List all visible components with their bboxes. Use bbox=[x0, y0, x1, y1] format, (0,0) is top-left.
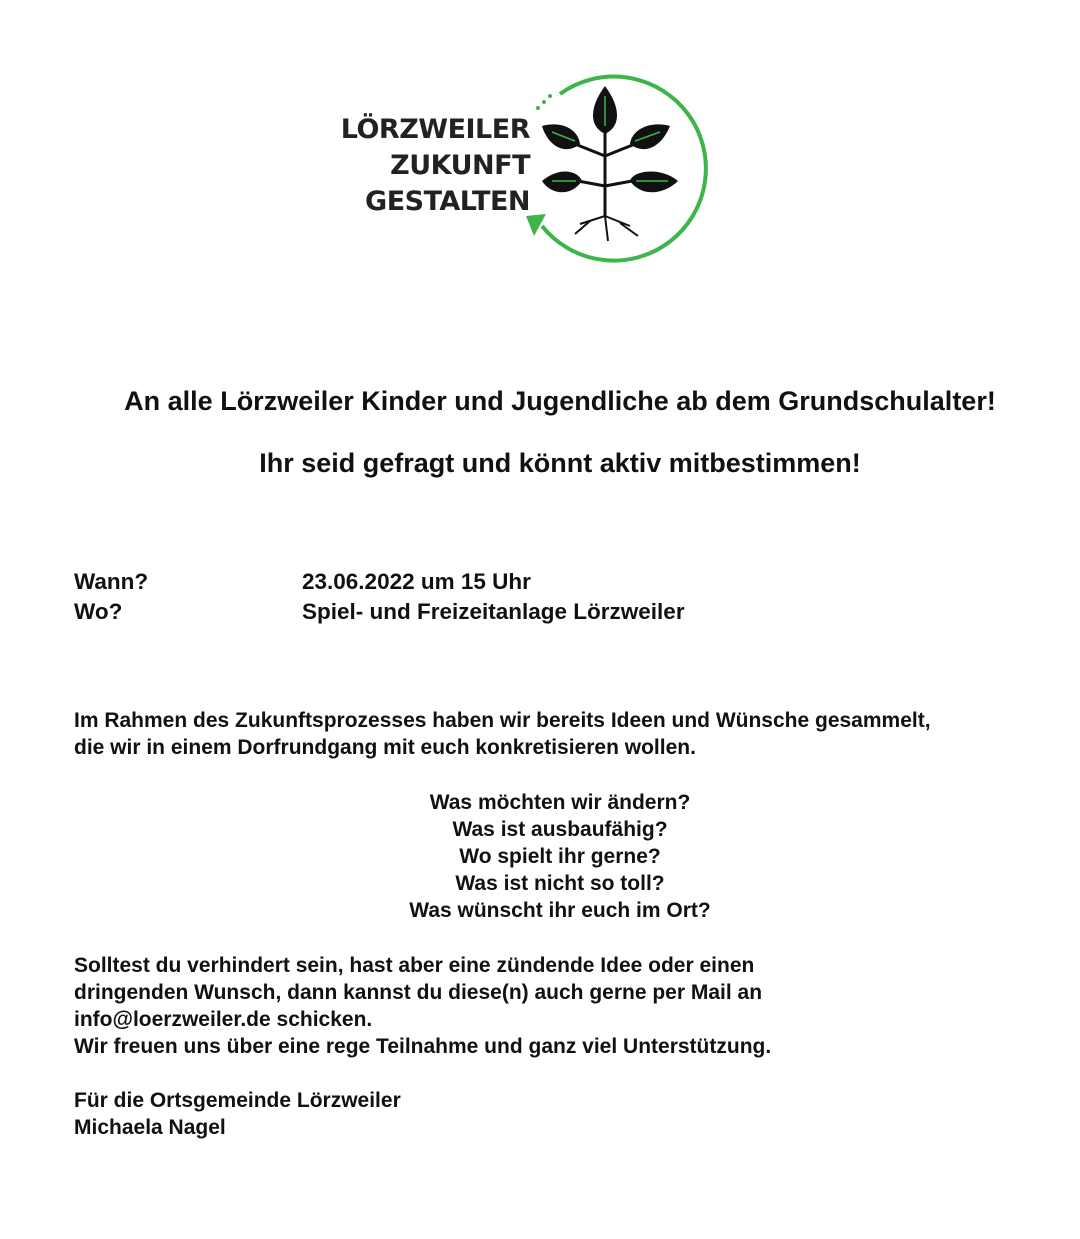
intro-paragraph bbox=[74, 707, 931, 761]
signature-org: Für die Ortsgemeinde Lörzweiler bbox=[74, 1089, 401, 1112]
logo-line: LÖRZWEILER bbox=[340, 114, 530, 145]
email-line: info@loerzweiler.de schicken. bbox=[74, 1008, 373, 1031]
logo-line: GESTALTEN bbox=[365, 186, 530, 217]
text-line: Wir freuen uns über eine rege Teilnahme und ganz viel Unterstützung. bbox=[74, 1035, 772, 1058]
question: Was ist nicht so toll? bbox=[455, 872, 665, 895]
signature bbox=[74, 1087, 401, 1141]
question: Was ist ausbaufähig? bbox=[452, 818, 668, 841]
plant-cycle-logo-icon bbox=[520, 66, 710, 266]
question: Was wünscht ihr euch im Ort? bbox=[409, 899, 711, 922]
text-line: dringenden Wunsch, dann kannst du diese(n) auch gerne per Mail an bbox=[74, 981, 763, 1004]
question: Wo spielt ihr gerne? bbox=[459, 845, 661, 868]
text-line: die wir in einem Dorfrundgang mit euch konkretisieren wollen. bbox=[74, 736, 696, 759]
text-line: Im Rahmen des Zukunftsprozesses haben wir bereits Ideen und Wünsche gesammelt, bbox=[74, 709, 931, 732]
closing-paragraph bbox=[74, 952, 771, 1060]
where-label: Wo? bbox=[74, 599, 123, 624]
logo-wordmark bbox=[300, 112, 530, 220]
where-value: Spiel- und Freizeitanlage Lörzweiler bbox=[302, 599, 685, 624]
logo-line: ZUKUNFT bbox=[390, 150, 530, 181]
headline: An alle Lörzweiler Kinder und Jugendliche ab dem Grundschulalter! bbox=[124, 386, 996, 416]
question: Was möchten wir ändern? bbox=[429, 791, 691, 814]
questions-list bbox=[0, 789, 1080, 924]
signature-name: Michaela Nagel bbox=[74, 1116, 226, 1139]
when-value: 23.06.2022 um 15 Uhr bbox=[302, 569, 531, 594]
when-label: Wann? bbox=[74, 569, 149, 594]
subheadline: Ihr seid gefragt und könnt aktiv mitbestimmen! bbox=[259, 448, 861, 478]
text-line: Solltest du verhindert sein, hast aber eine zündende Idee oder einen bbox=[74, 954, 755, 977]
